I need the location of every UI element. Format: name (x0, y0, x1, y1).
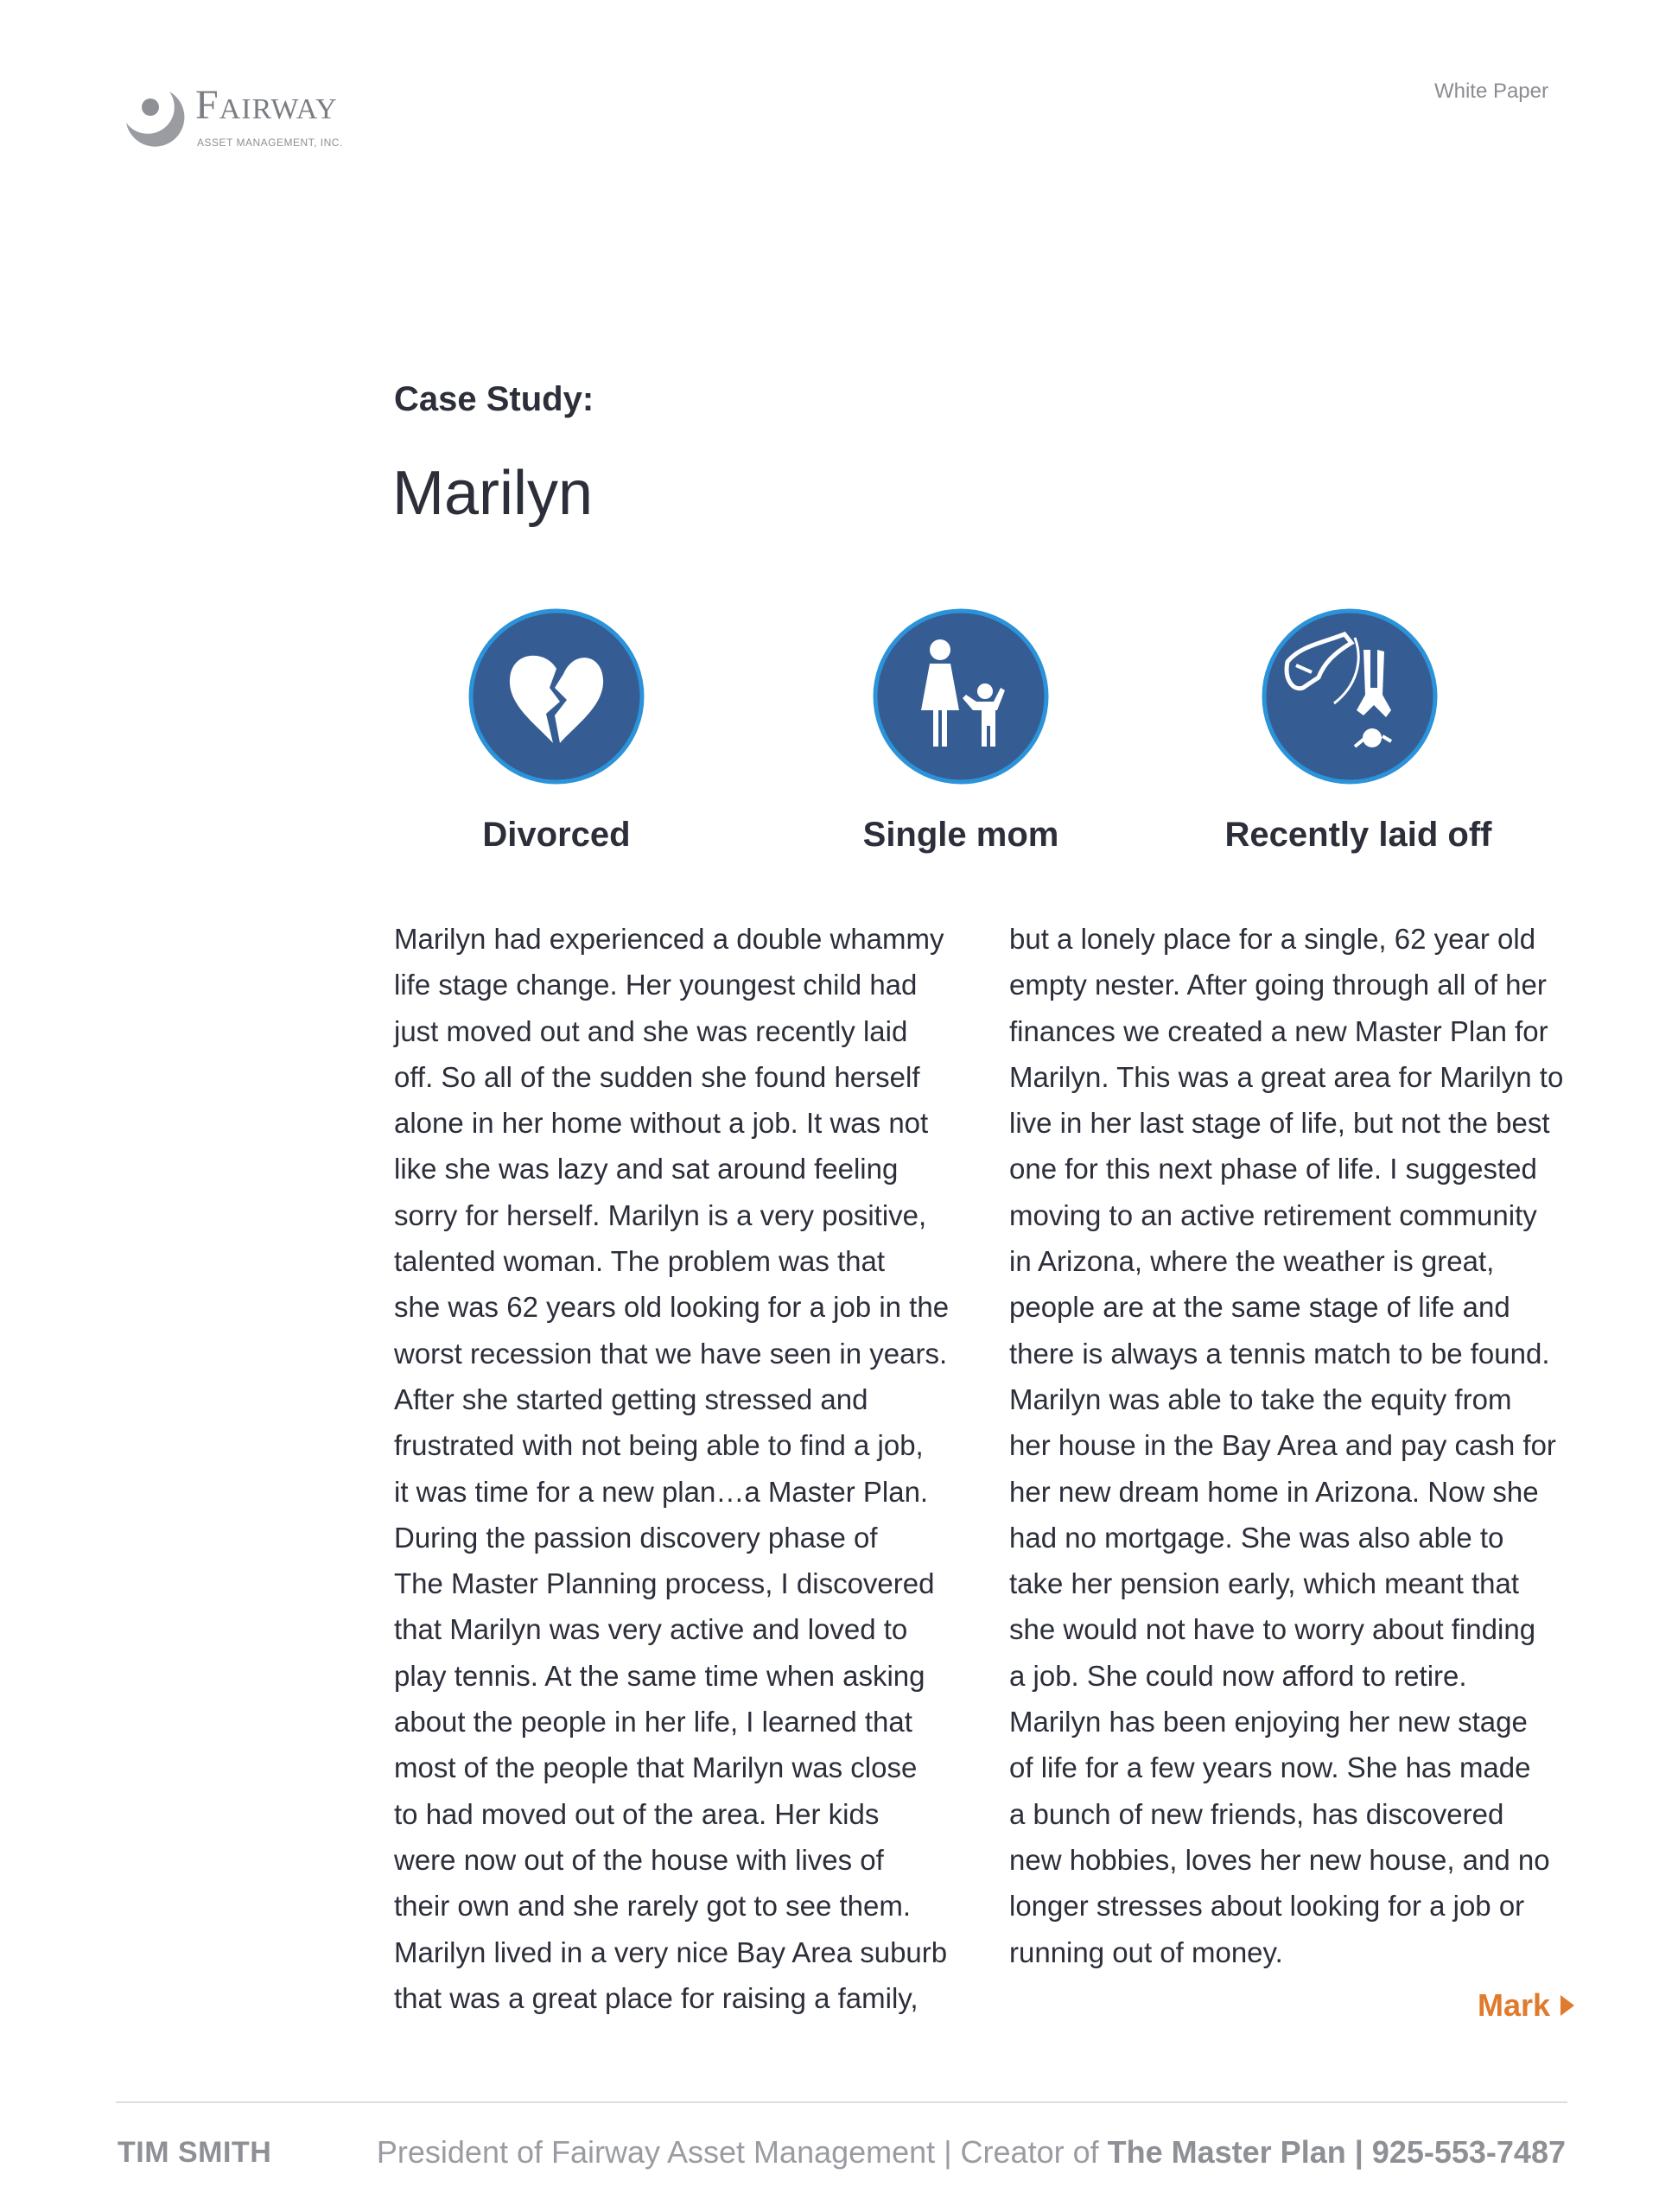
body-text-line: in Arizona, where the weather is great, (1009, 1245, 1495, 1278)
footer-phone: | 925-553-7487 (1345, 2134, 1566, 2170)
body-text-line: empty nester. After going through all of her (1009, 969, 1547, 1001)
footer-role: President of Fairway Asset Management | Creator of (376, 2134, 1108, 2170)
footer-info (377, 2134, 1566, 2171)
body-text-line: After she started getting stressed and (394, 1382, 868, 1415)
logo-subtitle: ASSET MANAGEMENT, INC. (197, 137, 343, 149)
body-text-line: During the passion discovery phase of (394, 1521, 878, 1554)
body-text-line: life stage change. Her youngest child had (394, 969, 918, 1001)
body-text-line: most of the people that Marilyn was close (394, 1751, 918, 1784)
body-text-line: moving to an active retirement community (1009, 1198, 1537, 1231)
body-text-line: one for this next phase of life. I suggested (1009, 1153, 1537, 1185)
author-signature-link[interactable] (1478, 1987, 1574, 2024)
mother-child-icon (873, 608, 1049, 785)
body-text-line: Marilyn had experienced a double whammy (394, 923, 944, 955)
icon-label-divorced: Divorced (482, 816, 631, 854)
company-logo (116, 73, 401, 159)
body-text-line: new hobbies, loves her new house, and no (1009, 1843, 1550, 1876)
body-text-line: her new dream home in Arizona. Now she (1009, 1475, 1539, 1508)
body-text-line: worst recession that we have seen in years. (394, 1337, 948, 1370)
body-text-line: take her pension early, which meant that (1009, 1567, 1520, 1600)
body-text-line: a job. She could now afford to retire. (1009, 1659, 1467, 1692)
body-text-line: had no mortgage. She was also able to (1009, 1521, 1504, 1554)
signature-text: Mark (1477, 1987, 1550, 2023)
body-text-line: running out of money. (1009, 1936, 1283, 1968)
body-text-line: Marilyn. This was a great area for Marilyn to (1009, 1060, 1564, 1093)
body-text-line: just moved out and she was recently laid (394, 1014, 908, 1047)
logo-name: Fairway (195, 82, 338, 128)
body-text-line: were now out of the house with lives of (394, 1843, 884, 1876)
body-text-line: live in her last stage of life, but not the best (1009, 1107, 1550, 1140)
broken-heart-icon (468, 608, 645, 785)
body-text-line: longer stresses about looking for a job or (1009, 1890, 1525, 1923)
body-text-line: to had moved out of the area. Her kids (394, 1797, 880, 1830)
body-text-line: it was time for a new plan…a Master Plan. (394, 1475, 929, 1508)
body-text-line: she was 62 years old looking for a job in the (394, 1291, 950, 1324)
footer-divider (116, 2101, 1567, 2103)
icon-label-single-mom: Single mom (862, 816, 1059, 854)
body-column-left (394, 916, 982, 2021)
footer-product: The Master Plan (1107, 2134, 1346, 2170)
body-text-line: like she was lazy and sat around feeling (394, 1153, 899, 1185)
body-text-line: play tennis. At the same time when asking (394, 1659, 925, 1692)
fairway-logo-icon (116, 73, 190, 159)
footer-author-name: TIM SMITH (118, 2136, 272, 2169)
body-text-line: sorry for herself. Marilyn is a very positive, (394, 1198, 927, 1231)
body-text-line: Marilyn lived in a very nice Bay Area suburb (394, 1936, 948, 1968)
body-text-line: off. So all of the sudden she found herself (394, 1060, 920, 1093)
body-text-line: frustrated with not being able to find a job, (394, 1429, 924, 1462)
body-text-line: people are at the same stage of life and (1009, 1291, 1510, 1324)
body-text-line: their own and she rarely got to see them. (394, 1890, 911, 1923)
body-text-line: Marilyn has been enjoying her new stage (1009, 1706, 1528, 1738)
body-text-line: her house in the Bay Area and pay cash for (1009, 1429, 1556, 1462)
body-text-line: Marilyn was able to take the equity from (1009, 1382, 1512, 1415)
body-text-line: she would not have to worry about finding (1009, 1613, 1536, 1646)
body-text-line: talented woman. The problem was that (394, 1245, 886, 1278)
body-text-line: finances we created a new Master Plan for (1009, 1014, 1548, 1047)
case-study-label: Case Study: (394, 380, 594, 418)
body-text-line: that Marilyn was very active and loved to (394, 1613, 908, 1646)
body-text-line: but a lonely place for a single, 62 year old (1009, 923, 1536, 955)
body-text-line: alone in her home without a job. It was not (394, 1107, 929, 1140)
body-text-line: a bunch of new friends, has discovered (1009, 1797, 1504, 1830)
body-text-line: there is always a tennis match to be found. (1009, 1337, 1550, 1370)
icon-label-laid-off: Recently laid off (1224, 816, 1492, 854)
body-column-right (1009, 916, 1580, 1975)
arrow-right-icon (1560, 1995, 1574, 2016)
falling-person-icon (1262, 608, 1438, 785)
body-text-line: of life for a few years now. She has made (1009, 1751, 1531, 1784)
document-type: White Paper (1433, 79, 1548, 103)
body-text-line: that was a great place for raising a family, (394, 1981, 918, 2014)
body-text-line: The Master Planning process, I discovered (394, 1567, 935, 1600)
case-study-title: Marilyn (392, 459, 594, 528)
body-text-line: about the people in her life, I learned that (394, 1706, 912, 1738)
